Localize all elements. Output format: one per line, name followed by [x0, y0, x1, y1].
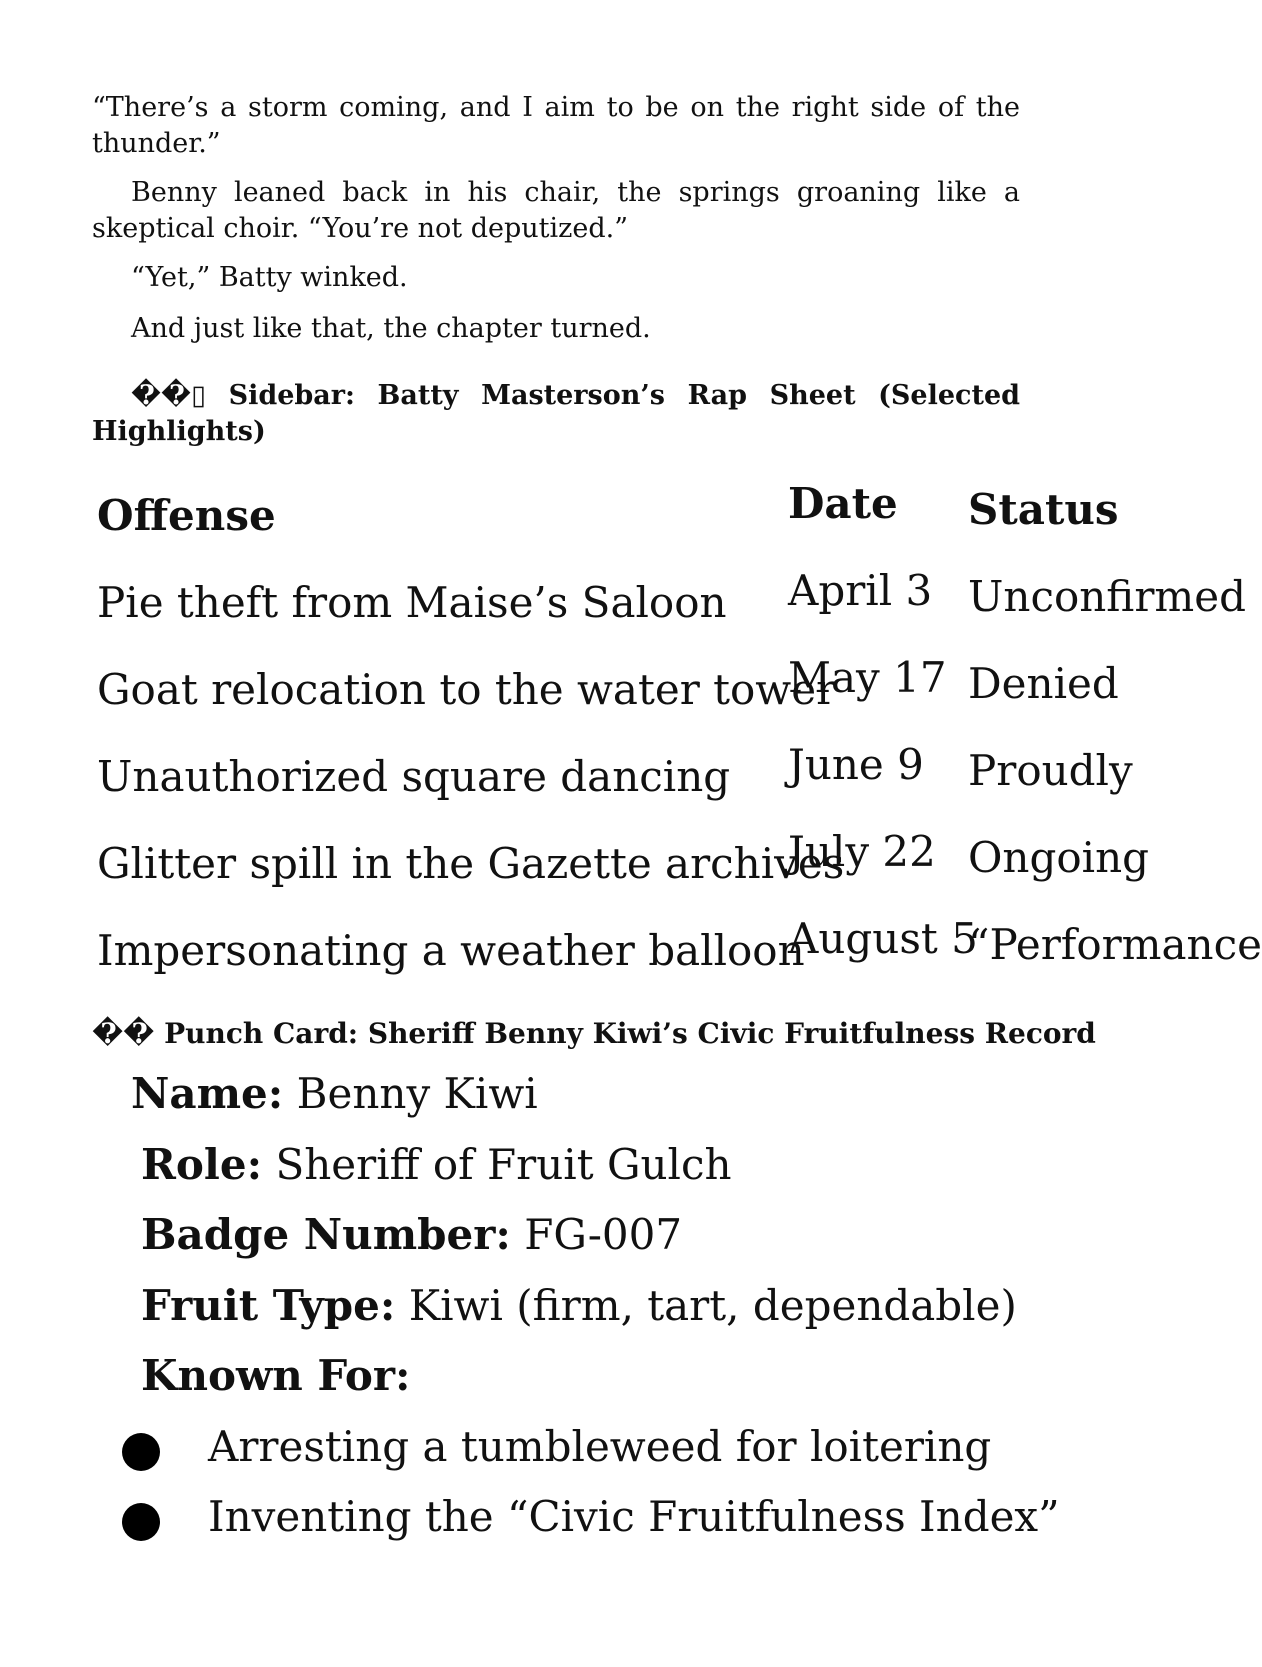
paragraph-chapter-turned: And just like that, the chapter turned. — [131, 313, 651, 344]
bullet-icon — [122, 1433, 160, 1471]
offense-cell: Goat relocation to the water tower — [97, 665, 837, 714]
date-cell: June 9 — [788, 740, 924, 789]
column-header-date: Date — [788, 479, 898, 528]
table-row — [92, 565, 1246, 652]
status-cell: “Performance — [968, 920, 1262, 969]
punch-card-title: �� Punch Card: Sheriff Benny Kiwi’s Civic Fruitfulness Record — [92, 1017, 1096, 1050]
offense-cell: Glitter spill in the Gazette archives — [97, 839, 845, 888]
badge-field — [141, 1209, 682, 1261]
date-cell: July 22 — [788, 827, 936, 876]
known-for-label: Known For: — [141, 1351, 411, 1400]
fruit-field — [141, 1280, 1017, 1332]
known-for-field — [141, 1350, 411, 1402]
fruit-value: Kiwi (firm, tart, dependable) — [408, 1281, 1017, 1330]
name-value: Benny Kiwi — [296, 1069, 538, 1118]
offense-cell: Unauthorized square dancing — [97, 752, 731, 801]
date-cell: April 3 — [788, 566, 933, 615]
status-cell: Ongoing — [968, 833, 1150, 882]
date-cell: August 5 — [788, 914, 978, 963]
name-label: Name: — [131, 1069, 284, 1118]
paragraph-benny-leaned: Benny leaned back in his chair, the springs groaning like a skeptical choir. “You’re not deputized.” — [92, 177, 1020, 244]
status-cell: Unconfirmed — [968, 572, 1246, 621]
column-header-offense: Offense — [97, 491, 276, 540]
status-cell: Denied — [968, 659, 1119, 708]
paragraph-yet: “Yet,” Batty winked. — [131, 262, 408, 293]
role-value: Sheriff of Fruit Gulch — [275, 1140, 732, 1189]
badge-value: FG-007 — [524, 1210, 683, 1259]
date-cell: May 17 — [788, 653, 947, 702]
table-row — [92, 913, 1262, 1000]
bullet-icon — [122, 1503, 160, 1541]
table-row — [92, 739, 1192, 826]
offense-cell: Impersonating a weather balloon — [97, 926, 805, 975]
fruit-label: Fruit Type: — [141, 1281, 396, 1330]
role-label: Role: — [141, 1140, 263, 1189]
column-header-status: Status — [968, 485, 1119, 534]
name-field — [131, 1068, 538, 1120]
status-cell: Proudly — [968, 746, 1133, 795]
list-item-text: Arresting a tumbleweed for loitering — [208, 1422, 992, 1471]
badge-label: Badge Number: — [141, 1210, 511, 1259]
table-row — [92, 826, 1192, 913]
role-field — [141, 1139, 732, 1191]
rap-sheet-table — [92, 478, 1262, 1000]
table-row — [92, 652, 1192, 739]
sidebar-title: ��▯ Sidebar: Batty Masterson’s Rap Sheet (Selected Highlights) — [92, 380, 1020, 447]
paragraph-storm: “There’s a storm coming, and I aim to be on the right side of the thunder.” — [92, 92, 1020, 159]
list-item-text: Inventing the “Civic Fruitfulness Index” — [208, 1492, 1060, 1541]
table-header-row — [92, 478, 1192, 565]
offense-cell: Pie theft from Maise’s Saloon — [97, 578, 727, 627]
